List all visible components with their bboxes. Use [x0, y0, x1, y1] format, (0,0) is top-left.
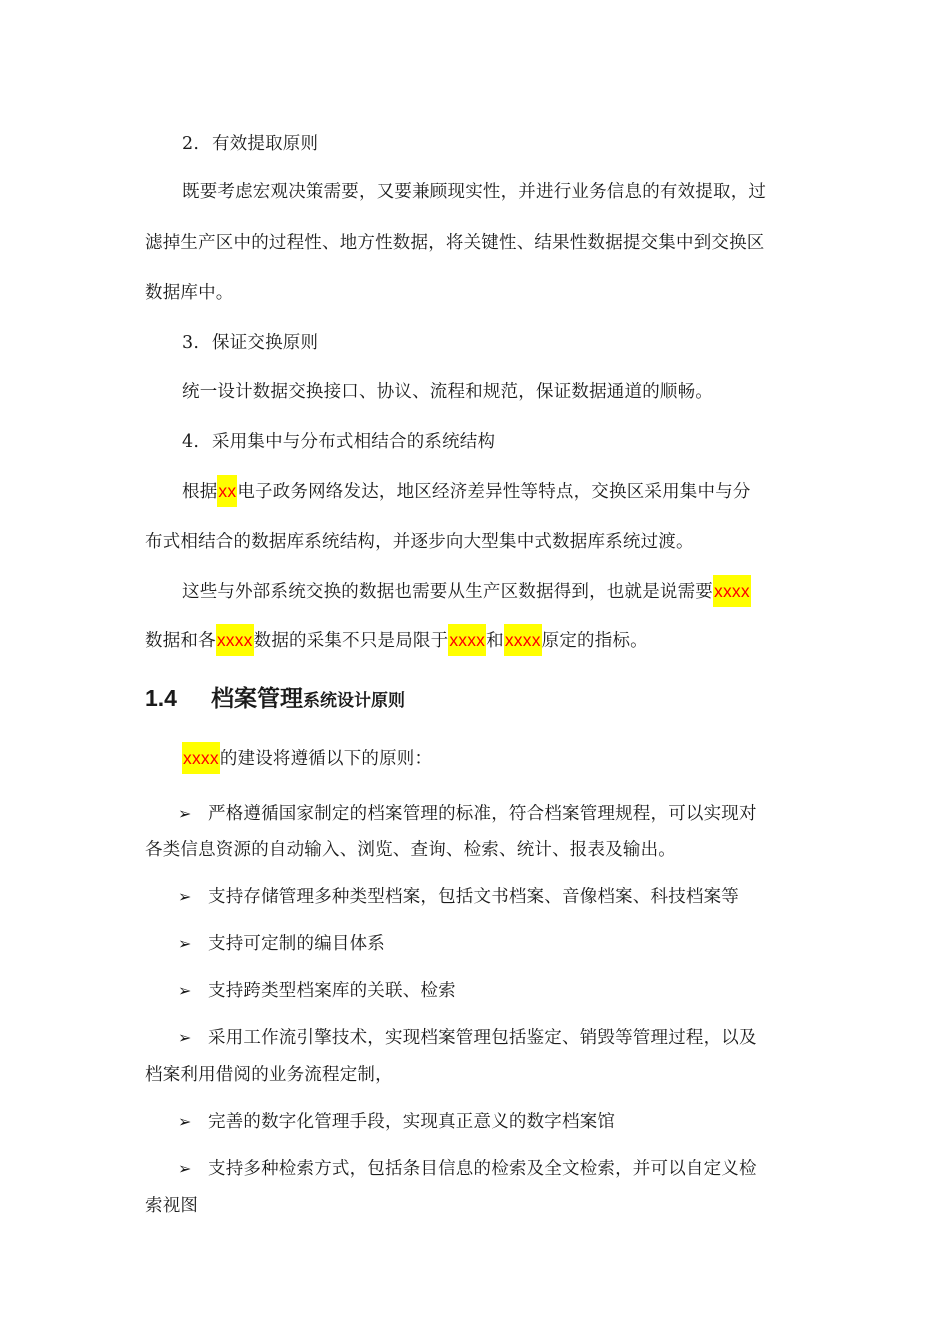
arrow-bullet-icon: ➢: [178, 804, 192, 823]
paragraph-line: 既要考虑宏观决策需要，又要兼顾现实性，并进行业务信息的有效提取，过: [182, 182, 767, 202]
item-title: 有效提取原则: [212, 134, 319, 154]
item-number: 2.: [182, 134, 200, 154]
section-title-large: 档案管理: [211, 685, 303, 711]
item-title: 采用集中与分布式相结合的系统结构: [212, 432, 496, 452]
paragraph-line: 布式相结合的数据库系统结构，并逐步向大型集中式数据库系统过渡。: [145, 532, 694, 552]
bullet-continuation: 档案利用借阅的业务流程定制，: [145, 1065, 393, 1085]
section-heading: [145, 680, 405, 713]
list-item-2: [182, 130, 318, 155]
text-run: 电子政务网络发达，地区经济差异性等特点，交换区采用集中与分: [237, 482, 751, 502]
list-item-4: [182, 428, 495, 453]
item-number: 4.: [182, 432, 200, 452]
section-number: 1.4: [145, 685, 177, 711]
bullet-item: [178, 883, 739, 908]
bullet-item: [178, 1024, 757, 1049]
bullet-text: 支持可定制的编目体系: [208, 934, 385, 954]
bullet-text: 支持跨类型档案库的关联、检索: [208, 981, 456, 1001]
paragraph-line: 数据库中。: [145, 283, 234, 303]
arrow-bullet-icon: ➢: [178, 934, 192, 953]
text-run: 数据的采集不只是局限于: [253, 631, 449, 651]
section-title-small: 系统设计原则: [303, 691, 405, 710]
paragraph-line: 统一设计数据交换接口、协议、流程和规范，保证数据通道的顺畅。: [182, 382, 713, 402]
paragraph-line: [182, 578, 751, 603]
bullet-text: 支持多种检索方式，包括条目信息的检索及全文检索，并可以自定义检: [208, 1159, 757, 1179]
placeholder-highlight: xxxx: [713, 575, 751, 607]
bullet-item: [178, 977, 456, 1002]
text-run: 原定的指标。: [541, 631, 648, 651]
arrow-bullet-icon: ➢: [178, 981, 192, 1000]
bullet-item: [178, 1108, 615, 1133]
bullet-text: 完善的数字化管理手段，实现真正意义的数字档案馆: [208, 1112, 616, 1132]
text-run: 数据和各: [145, 631, 216, 651]
bullet-item: [178, 1155, 757, 1180]
arrow-bullet-icon: ➢: [178, 1159, 192, 1178]
placeholder-highlight: xxxx: [182, 742, 220, 774]
paragraph-line: [145, 627, 648, 652]
text-run: 这些与外部系统交换的数据也需要从生产区数据得到，也就是说需要: [182, 582, 713, 602]
bullet-item: [178, 800, 757, 825]
item-number: 3.: [182, 333, 200, 353]
placeholder-highlight: xxxx: [504, 624, 542, 656]
arrow-bullet-icon: ➢: [178, 887, 192, 906]
text-run: 根据: [182, 482, 218, 502]
intro-line: [182, 745, 432, 770]
list-item-3: [182, 329, 318, 354]
paragraph-line: [182, 478, 751, 503]
bullet-continuation: 各类信息资源的自动输入、浏览、查询、检索、统计、报表及输出。: [145, 840, 676, 860]
item-title: 保证交换原则: [212, 333, 319, 353]
text-run: 的建设将遵循以下的原则：: [219, 749, 433, 769]
text-run: 和: [486, 631, 504, 651]
arrow-bullet-icon: ➢: [178, 1112, 192, 1131]
placeholder-highlight: xxxx: [448, 624, 486, 656]
bullet-text: 严格遵循国家制定的档案管理的标准，符合档案管理规程，可以实现对: [208, 804, 757, 824]
bullet-continuation: 索视图: [145, 1196, 199, 1216]
bullet-item: [178, 930, 385, 955]
placeholder-highlight: xxxx: [216, 624, 254, 656]
placeholder-highlight: xx: [217, 475, 237, 507]
bullet-text: 支持存储管理多种类型档案，包括文书档案、音像档案、科技档案等: [208, 887, 739, 907]
arrow-bullet-icon: ➢: [178, 1028, 192, 1047]
paragraph-line: 滤掉生产区中的过程性、地方性数据，将关键性、结果性数据提交集中到交换区: [145, 233, 765, 253]
bullet-text: 采用工作流引擎技术，实现档案管理包括鉴定、销毁等管理过程，以及: [208, 1028, 757, 1048]
